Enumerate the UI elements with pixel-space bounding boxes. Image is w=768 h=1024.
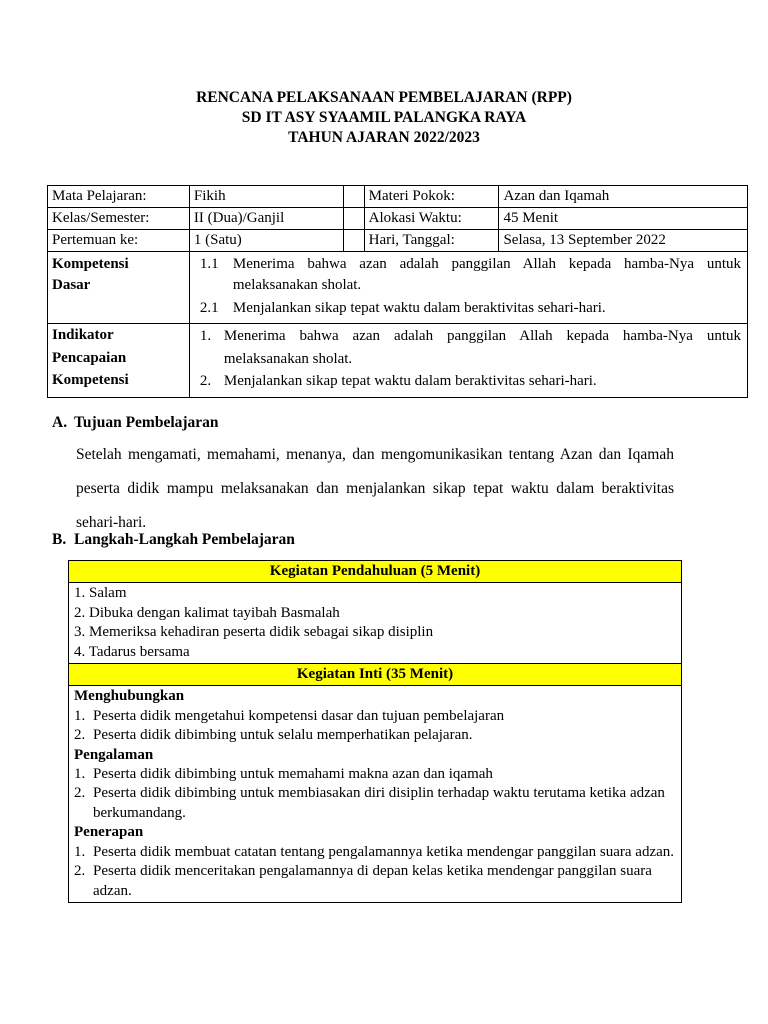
section-a-heading: [52, 414, 219, 432]
ipk-text: Menjalankan sikap tepat waktu dalam beraktivitas sehari-hari.: [223, 373, 597, 389]
table-row: [48, 252, 748, 324]
school-name: SD IT ASY SYAAMIL PALANGKA RAYA: [241, 109, 527, 126]
item-text: Peserta didik membuat catatan tentang pengalamannya ketika mendengar panggilan suara adzan.: [93, 843, 675, 860]
section-letter: B.: [52, 531, 67, 548]
kd-label-line: Kompetensi: [52, 256, 129, 272]
kd-label-line: Dasar: [52, 277, 91, 293]
pertemuan-value: 1 (Satu): [189, 230, 343, 252]
table-row: [69, 686, 682, 902]
item-text: Peserta didik dibimbing untuk selalu memperhatikan pelajaran.: [93, 727, 473, 744]
section-b-heading: [52, 531, 295, 549]
table-row: [69, 561, 682, 583]
item-number: 1.: [74, 843, 86, 860]
ipk-content: [189, 324, 747, 398]
subsection-title: Penerapan: [74, 824, 144, 841]
mapel-label: Mata Pelajaran:: [48, 186, 190, 208]
mapel-value: Fikih: [189, 186, 343, 208]
kelas-label: Kelas/Semester:: [48, 208, 190, 230]
list-item: 2. Dibuka dengan kalimat tayibah Basmalah: [74, 604, 340, 621]
kd-item: [200, 254, 741, 296]
list-item: 1. Salam: [74, 585, 127, 602]
materi-value: Azan dan Iqamah: [499, 186, 748, 208]
inti-content: [69, 686, 682, 902]
document-title: RENCANA PELAKSANAAN PEMBELAJARAN (RPP): [196, 89, 572, 106]
hari-value: Selasa, 13 September 2022: [499, 230, 748, 252]
section-letter: A.: [52, 414, 68, 431]
kd-number: 2.1: [199, 300, 219, 316]
ipk-number: 2.: [199, 373, 212, 389]
kd-text: Menerima bahwa azan adalah panggilan Allah kepada hamba-Nya untuk melaksanakan sholat.: [232, 256, 741, 293]
ipk-label-line: Kompetensi: [52, 372, 129, 388]
ipk-text: Menerima bahwa azan adalah panggilan Allah kepada hamba-Nya untuk melaksanakan sholat.: [223, 328, 741, 367]
inti-header: Kegiatan Inti (35 Menit): [69, 664, 682, 686]
academic-year: TAHUN AJARAN 2022/2023: [288, 129, 480, 146]
table-row: [48, 230, 748, 252]
pertemuan-label: Pertemuan ke:: [48, 230, 190, 252]
kd-text: Menjalankan sikap tepat waktu dalam beraktivitas sehari-hari.: [232, 300, 606, 316]
subsection-title: Menghubungkan: [74, 688, 185, 705]
kd-label: [48, 252, 190, 324]
ipk-item: [200, 325, 741, 370]
item-number: 1.: [74, 707, 86, 724]
kelas-value: II (Dua)/Ganjil: [189, 208, 343, 230]
list-item: [74, 784, 676, 823]
list-item: [74, 707, 676, 726]
spacer-cell: [343, 208, 364, 230]
alokasi-label: Alokasi Waktu:: [364, 208, 499, 230]
hari-label: Hari, Tanggal:: [364, 230, 499, 252]
list-item: [74, 862, 676, 901]
section-title: Langkah-Langkah Pembelajaran: [74, 531, 295, 548]
pendahuluan-header: Kegiatan Pendahuluan (5 Menit): [69, 561, 682, 583]
item-number: 2.: [74, 727, 86, 744]
ipk-number: 1.: [199, 328, 212, 344]
alokasi-value: 45 Menit: [499, 208, 748, 230]
materi-label: Materi Pokok:: [364, 186, 499, 208]
ipk-label-line: Indikator: [52, 327, 114, 343]
item-text: Peserta didik dibimbing untuk membiasakan diri disiplin terhadap waktu terutama ketika adzan berkumandang.: [93, 785, 665, 821]
item-number: 1.: [74, 766, 86, 783]
subsection-title: Pengalaman: [74, 746, 154, 763]
list-item: 4. Tadarus bersama: [74, 643, 190, 660]
ipk-item: [200, 370, 741, 393]
table-row: [48, 208, 748, 230]
section-title: Tujuan Pembelajaran: [74, 414, 219, 431]
table-row: [48, 324, 748, 398]
kd-item: [200, 298, 741, 319]
item-text: Peserta didik menceritakan pengalamannya di depan kelas ketika mendengar panggilan suara adzan.: [93, 863, 652, 899]
info-table: [47, 185, 748, 398]
table-row: [69, 664, 682, 686]
table-row: [69, 583, 682, 664]
spacer-cell: [343, 186, 364, 208]
list-item: [74, 726, 676, 745]
list-item: [74, 765, 676, 784]
ipk-label-line: Pencapaian: [52, 349, 127, 366]
learning-objective-text: Setelah mengamati, memahami, menanya, dan mengomunikasikan tentang Azan dan Iqamah peserta didik mampu melaksanakan dan menjalankan sikap tepat waktu dalam beraktivitas sehari-hari.: [76, 446, 674, 531]
kd-content: [189, 252, 747, 324]
ipk-label: [48, 324, 190, 398]
list-item: [74, 843, 676, 862]
item-number: 2.: [74, 863, 86, 880]
item-text: Peserta didik dibimbing untuk memahami makna azan dan iqamah: [93, 766, 493, 783]
pendahuluan-content: [69, 583, 682, 664]
learning-steps-table: [68, 560, 682, 903]
item-text: Peserta didik mengetahui kompetensi dasar dan tujuan pembelajaran: [93, 707, 505, 724]
kd-number: 1.1: [199, 256, 219, 272]
spacer-cell: [343, 230, 364, 252]
item-number: 2.: [74, 785, 86, 802]
table-row: [48, 186, 748, 208]
list-item: 3. Memeriksa kehadiran peserta didik sebagai sikap disiplin: [74, 624, 434, 641]
